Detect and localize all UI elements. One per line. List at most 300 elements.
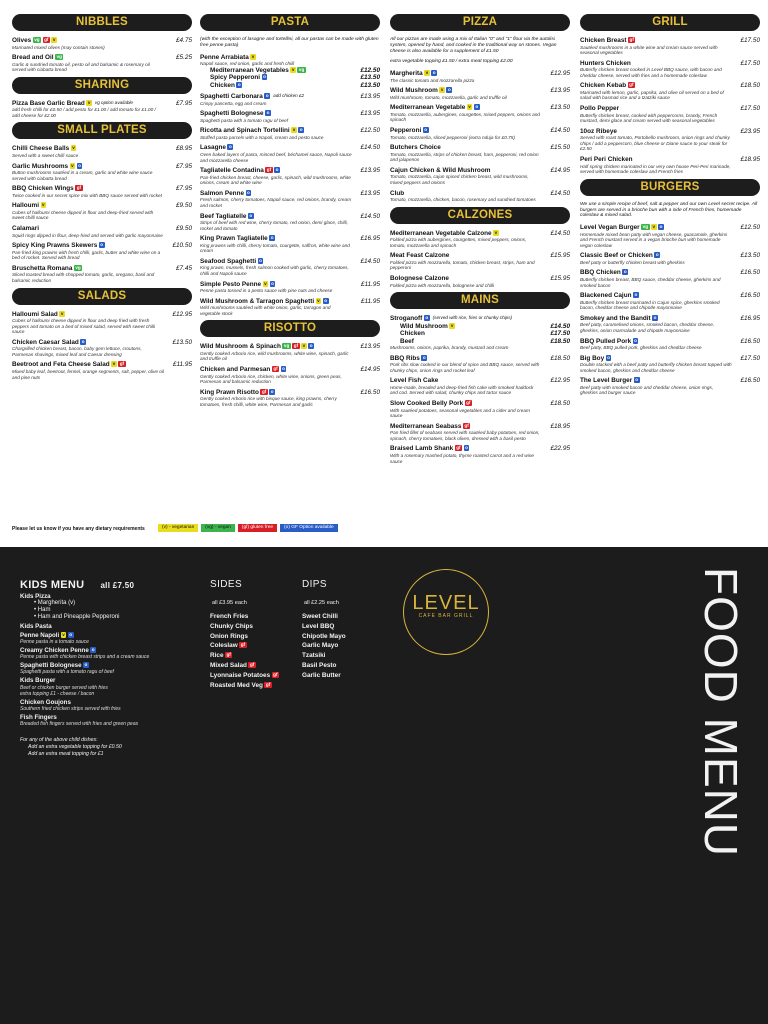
burgers-section <box>580 179 760 396</box>
kids-note <box>20 737 200 758</box>
item-name <box>12 242 164 250</box>
side-name: Onion Rings <box>210 632 248 640</box>
item-name-text: Seafood Spaghetti <box>200 257 257 265</box>
side-item <box>210 671 296 681</box>
item-name <box>390 377 542 385</box>
item-name <box>200 343 352 351</box>
legend-item: (o) GF Option available <box>280 524 338 532</box>
dietary-tag: o <box>81 338 85 344</box>
menu-item <box>200 93 380 106</box>
dietary-tag: o <box>259 257 262 263</box>
item-description: Penne pasta tossed in a pesto sauce with pine nuts and cheese <box>200 288 333 294</box>
kids-item-name <box>20 647 200 654</box>
item-description: Mixed baby leaf, beetroot, fennel, orange segments, salt, pepper, olive oil and pine nuts <box>12 368 164 380</box>
item-description: Wild mushroom, tomato, mozzarella, garlic and truffle oil <box>390 94 507 100</box>
sides-menu <box>210 579 296 690</box>
menu-item <box>200 213 380 232</box>
item-variant <box>200 66 380 75</box>
item-description: Beef patty with smoked bacon and cheddar cheese, onion rings, gherkins and burger sauce <box>580 384 714 396</box>
food-menu-title: FOOD MENU <box>695 567 747 858</box>
item-price: £16.95 <box>740 314 760 322</box>
risotto-header: RISOTTO <box>200 320 380 337</box>
item-name <box>12 265 164 273</box>
item-name-text: Blackened Cajun <box>580 292 632 300</box>
menu-item <box>12 311 192 335</box>
menu-item <box>390 355 570 374</box>
item-name-text: Spaghetti Carbonara <box>200 93 263 101</box>
kids-menu-title <box>20 579 200 591</box>
dip-item: Tzatsiki <box>302 652 326 660</box>
item-name-text: Ricotta and Spinach Tortellini <box>200 127 290 135</box>
variant-name: Chicken <box>210 81 235 89</box>
dietary-tag: o <box>425 315 429 321</box>
item-name-text: Garlic Mushrooms <box>12 162 69 170</box>
menu-item <box>12 339 192 358</box>
item-description: Twice cooked in our secret spice mix with BBQ sauce served with rocket <box>12 192 162 198</box>
item-price: £16.50 <box>740 337 760 345</box>
menu-item <box>200 298 380 317</box>
item-description: add fresh chilli for £0.50 / add pesto for £1.00 / add tomato for £1.00 / add cheese for £2.00 <box>12 107 156 118</box>
dietary-tag: gf <box>293 343 299 349</box>
item-description: Stuffed pasta parcels with a Napoli, cream and pesto sauce <box>200 134 324 140</box>
logo-subtitle: CAFE BAR GRILL <box>418 613 474 619</box>
dietary-tag: o <box>69 631 73 637</box>
dietary-tag: gf <box>456 445 461 451</box>
item-name <box>390 104 542 112</box>
menu-item <box>390 230 570 249</box>
dietary-tag: gf <box>119 361 125 367</box>
item-name <box>390 190 542 198</box>
item-name-text: 10oz Ribeye <box>580 127 617 135</box>
item-name <box>390 167 542 175</box>
item-name-text: Level Vegan Burger <box>580 224 640 232</box>
item-description: Sautéed mushrooms in a white wine and cream sauce served with seasonal vegetables <box>580 44 718 56</box>
dietary-tag: o <box>655 252 659 258</box>
item-price: £12.95 <box>550 70 570 78</box>
kids-item-description: Penne pasta with chicken breast strips and a cream sauce <box>20 654 150 661</box>
item-name-text: Spicy King Prawns Skewers <box>12 242 98 250</box>
dips-list <box>302 612 388 681</box>
item-price: £9.50 <box>176 202 192 210</box>
item-name <box>200 213 352 221</box>
column-3 <box>390 12 570 468</box>
sharing-section <box>12 77 192 119</box>
kids-note-veg: Add an extra vegetable topping for £0.50 <box>28 744 122 751</box>
dietary-tag: gf <box>629 37 634 42</box>
item-description: Sliced toasted bread with chopped tomato, garlic, oregano, basil and balsamic reduction <box>12 272 155 283</box>
item-price: £8.95 <box>176 145 192 153</box>
variant-name: Mediterranean Vegetables <box>210 66 289 74</box>
menu-item <box>200 167 380 186</box>
dietary-tag: o <box>634 337 637 343</box>
dietary-tag: o <box>247 189 250 195</box>
menu-item <box>390 144 570 163</box>
dietary-tag: gf <box>240 642 246 648</box>
item-name-text: Cajun Chicken & Wild Mushroom <box>390 166 491 174</box>
item-price: £13.95 <box>360 167 380 175</box>
item-price: £15.95 <box>550 275 570 282</box>
item-name-text: Olives <box>12 37 32 44</box>
item-name-text: Classic Beef or Chicken <box>580 252 653 260</box>
sides-list <box>210 612 296 690</box>
legend-item: (vg) - vegan <box>201 524 235 532</box>
item-name <box>580 60 732 68</box>
item-name-text: Slow Cooked Belly Pork <box>390 400 464 408</box>
item-price: £14.95 <box>360 366 380 374</box>
item-name <box>200 235 352 243</box>
item-description: Folded pizza with mozzarella, bolognese and chilli <box>390 282 494 288</box>
pizza-intro-extra: extra vegetable topping £1.50 / extra meat topping £2.00 <box>390 59 513 65</box>
kids-note-intro: For any of the above child dishes: <box>20 737 98 744</box>
item-name <box>580 315 732 323</box>
dietary-tag: o <box>270 235 274 241</box>
item-price: £7.95 <box>176 162 192 170</box>
sides-title: SIDES <box>210 579 243 590</box>
item-name <box>580 128 732 136</box>
dietary-tag: gf <box>249 661 255 667</box>
dietary-tag: (served with rice, fries or chunky chips) <box>432 315 513 321</box>
kids-item-description: Beef or chicken burger served with fries <box>20 684 108 691</box>
menu-item <box>390 252 570 271</box>
item-name-text: King Prawn Risotto <box>200 388 259 396</box>
item-name-text: Chicken Kebab <box>580 82 627 90</box>
menu-item <box>12 202 192 221</box>
item-description: Gently cooked Arborio rice with bisque sauce, king prawns, cherry tomatoes, fresh chilli, white wine, Parmesan and garlic <box>200 396 337 407</box>
dietary-tag: gf <box>273 671 278 677</box>
item-name-text: Salmon Penne <box>200 189 245 197</box>
dietary-tag: o <box>84 662 88 668</box>
variant-price: £12.50 <box>360 66 380 74</box>
dip-item: Garlic Butter <box>302 671 341 679</box>
dietary-tag: o <box>447 87 451 93</box>
item-name-text: King Prawn Tagliatelle <box>200 235 268 243</box>
menu-item <box>12 163 192 182</box>
dietary-tag: o <box>607 354 610 360</box>
item-description: Folded pizza with mozzarella, tomato, chicken breast, strips, ham and pepperoni <box>390 259 535 271</box>
menu-item <box>390 127 570 140</box>
burgers-header: BURGERS <box>580 179 760 196</box>
menu-item <box>12 242 192 261</box>
dietary-tag: o <box>237 81 241 87</box>
small_plates-section <box>12 122 192 283</box>
item-description: Served with a sweet chilli sauce <box>12 152 79 158</box>
item-description: Butterfly chicken breast marinated in Cajun spice, gherkins smoked bacon, cheddar cheese and chipotle mayonnaise <box>580 299 720 311</box>
item-name <box>200 167 352 175</box>
side-item <box>210 622 296 632</box>
side-item <box>210 612 296 622</box>
item-name <box>580 105 732 113</box>
item-name-text: Mediterranean Vegetable <box>390 104 466 112</box>
item-name-text: Chicken Breast <box>580 37 627 44</box>
item-name-text: Braised Lamb Shank <box>390 445 454 453</box>
menu-item <box>580 355 760 374</box>
menu-item <box>200 389 380 408</box>
side-name: Chunky Chips <box>210 622 253 630</box>
item-price: £17.50 <box>740 59 760 67</box>
item-variant <box>200 74 380 82</box>
dietary-tag: gf <box>266 167 272 173</box>
item-price: £5.25 <box>176 54 192 62</box>
item-name-text: Big Boy <box>580 354 605 362</box>
menu-item <box>580 269 760 288</box>
kids-pizza-option: • Margherita (v) <box>34 600 76 607</box>
kids-item-text: Creamy Chicken Penne <box>20 647 89 654</box>
item-description: Crispy pancetta, egg and cream <box>200 100 267 106</box>
dietary-tag: o <box>465 445 468 451</box>
dietary-tag: v <box>112 361 116 367</box>
menu-item <box>580 315 760 334</box>
item-price: £16.50 <box>740 269 760 277</box>
dietary-tag: o <box>432 70 436 76</box>
grill-header: GRILL <box>580 14 760 31</box>
item-price: £14.95 <box>550 166 570 174</box>
item-name-text: BBQ Pulled Pork <box>580 337 632 345</box>
calzones-header: CALZONES <box>390 207 570 224</box>
item-name <box>580 156 732 164</box>
item-name <box>12 145 164 153</box>
dietary-tag: vg <box>34 37 40 42</box>
dietary-tag: o <box>623 269 627 275</box>
level-logo <box>403 569 489 655</box>
item-description: Beef patty, BBQ pulled pork, gherkins and cheddar cheese <box>580 345 702 351</box>
dip-item: Level BBQ <box>302 622 335 630</box>
item-name-text: Pizza Base Garlic Bread <box>12 99 85 107</box>
item-name <box>12 54 164 62</box>
side-name: Roasted Med Veg <box>210 681 263 689</box>
item-description: Pan-fried king prawns with fresh chilli, garlic, butter and white wine on a bed of rocket. Served with bread <box>12 249 161 261</box>
dietary-tag: v <box>425 70 429 76</box>
item-name <box>200 258 352 266</box>
kids-pizza-option: • Ham <box>34 607 51 613</box>
item-name-text: Beef Tagliatelle <box>200 212 247 220</box>
item-price: £12.50 <box>740 224 760 232</box>
dietary-tag: o <box>91 647 95 652</box>
item-name <box>580 82 732 90</box>
logo-word: LEVEL <box>412 592 480 614</box>
item-description: Fresh salmon, cherry tomatoes, Napoli sauce, red onions, brandy, cream and rocket <box>200 197 352 208</box>
dietary-tag: v <box>62 631 65 637</box>
item-price: £16.50 <box>740 377 760 385</box>
dietary-tag: o <box>324 297 328 303</box>
item-name <box>12 37 164 45</box>
kids-item-name <box>20 677 200 684</box>
item-description: Served with roast tomato, Portobello mushroom, onion rings and chunky chips / add a peppercorn, blue cheese or Diane sauce to your steak for £2.50 <box>580 135 730 152</box>
menu-item <box>580 105 760 124</box>
kids-item-text: Kids Burger <box>20 677 56 685</box>
side-name: French Fries <box>210 613 249 620</box>
item-name <box>390 275 542 283</box>
item-description: Beef patty or butterfly chicken breast with gherkins <box>580 259 685 265</box>
menu-item <box>580 82 760 101</box>
dietary-tag: v <box>292 127 296 133</box>
variant-price: £13.50 <box>360 81 380 89</box>
dietary-tag: v <box>60 310 64 316</box>
dietary-tag: v <box>494 229 498 235</box>
item-name <box>390 400 542 408</box>
item-description: Tomato, mozzarella, chicken, bacon, rosemary and sundried tomatoes <box>390 197 536 203</box>
menu-item <box>390 315 570 351</box>
menu-item <box>12 100 192 119</box>
item-price: £18.95 <box>740 156 760 164</box>
grill-section <box>580 14 760 175</box>
variant-name: Beef <box>400 337 414 345</box>
menu-item <box>390 275 570 288</box>
dietary-tag: o <box>653 314 657 320</box>
item-name <box>390 423 542 431</box>
item-name-text: Smokey and the Bandit <box>580 314 651 322</box>
item-name <box>390 315 542 323</box>
kids-item-name <box>20 623 200 630</box>
dietary-tag: v <box>72 145 75 151</box>
menu-item <box>200 366 380 385</box>
menu-item <box>580 252 760 265</box>
item-price: £14.50 <box>360 144 380 152</box>
kids-item-description: Breaded fish fingers served with fries and green peas <box>20 721 139 728</box>
item-price: £18.95 <box>550 422 570 430</box>
dietary-tag: vg option available <box>94 99 133 105</box>
item-description: Cubes of halloumi cheese dipped in flour and deep fried with fresh peppers and tomato on a bed of mixed salad, served with sweet chilli sauce <box>12 318 156 335</box>
item-name-text: Penne Arrabiata <box>200 53 249 61</box>
item-price: £12.95 <box>172 310 192 318</box>
dietary-note: Please let us know if you have any dietary requirements <box>12 526 145 532</box>
item-price: £16.50 <box>740 292 760 300</box>
dips-price: all £2.25 each <box>304 600 339 606</box>
dietary-tag: gf <box>44 37 49 42</box>
dip-item: Garlic Mayo <box>302 642 339 650</box>
dietary-tag: o <box>634 292 638 298</box>
dietary-tag: o <box>475 104 479 110</box>
item-name <box>580 355 732 363</box>
dietary-tag: o <box>249 212 253 218</box>
column-1 <box>12 12 192 384</box>
nibbles-header: NIBBLES <box>12 14 192 31</box>
item-name <box>12 225 164 233</box>
item-price: £9.50 <box>176 225 192 233</box>
item-name <box>200 54 352 62</box>
dietary-tag: o <box>271 280 274 286</box>
dietary-tag: gf <box>629 82 634 88</box>
item-description: The classic tomato and mozzarella pizza <box>390 77 475 83</box>
menu-item <box>12 145 192 158</box>
item-description: Tomato, mozzarella, aubergines, courgettes, mixed peppers, onions and spinach <box>390 111 540 123</box>
menu-item <box>580 128 760 152</box>
item-description: Beef patty, caramelised onions, smoked bacon, cheddar cheese, gherkins, onion marmalade and chipotle mayonnaise <box>580 322 715 333</box>
item-description: Garlic & sundried tomato oil, pesto oil and balsamic & rosemary oil served with ciabatta bread <box>12 61 150 73</box>
item-name-text: Hunters Chicken <box>580 59 631 67</box>
pizza-section <box>390 14 570 203</box>
kids-item-extra: extra topping £1 - cheese / bacon <box>20 690 95 697</box>
menu-item <box>390 167 570 186</box>
item-price: £11.95 <box>172 361 192 369</box>
item-description: Folded pizza with aubergines, courgettes, mixed peppers, onions, tomato, mozzarella and spinach <box>390 237 527 248</box>
item-description: Button mushrooms sautéed in a cream, garlic and white wine sauce served with ciabatta bread <box>12 170 153 181</box>
menu-item <box>12 37 192 50</box>
dietary-tag: o <box>635 377 639 383</box>
item-description: Cubes of halloumi cheese dipped in flour and deep-fried served with sweet chilli sauce <box>12 209 154 221</box>
item-price: £7.95 <box>176 99 192 107</box>
dietary-tag: gf <box>466 400 471 406</box>
dietary-tag: add chicken £2 <box>273 93 305 99</box>
item-price: £15.95 <box>550 252 570 260</box>
item-name <box>200 389 352 397</box>
salads-header: SALADS <box>12 288 192 305</box>
dietary-tag: v <box>264 280 267 286</box>
dietary-tag: o <box>270 388 274 394</box>
kids-item-text: Chicken Goujons <box>20 698 71 706</box>
dietary-tag: o <box>263 74 266 80</box>
dietary-tag: o <box>282 366 285 372</box>
dietary-tag: v <box>302 343 306 349</box>
item-price: £11.95 <box>360 280 380 288</box>
dietary-tag: v <box>251 53 255 59</box>
menu-item <box>12 185 192 198</box>
dietary-tag: vg <box>56 54 62 60</box>
item-price: £18.50 <box>740 82 760 90</box>
item-price: £14.50 <box>550 229 570 237</box>
burgers-intro: We use a simple recipe of beef, salt & pepper and our own Level secret recipe. All burgers are served in a brioche bun with a side of French fries, homemade coleslaw & mixed salad. <box>580 201 758 219</box>
dips-title: DIPS <box>302 579 327 590</box>
side-name: Coleslaw <box>210 642 238 650</box>
menu-item <box>200 54 380 90</box>
dietary-tag: vg <box>283 343 290 349</box>
item-description: Tomato, mozzarella, sliced pepperoni (extra nduja for £0.75) <box>390 134 515 140</box>
item-name <box>580 252 732 260</box>
item-description: Marinated with lemon, garlic, paprika, and olive oil served on a bed of salad with basmati rice and a tzatziki sauce <box>580 89 724 101</box>
item-name <box>390 87 542 95</box>
dietary-tag: gf <box>265 681 271 687</box>
item-description: Wild mushrooms sautéed with white onion, garlic, tarragon and vegetable stock <box>200 305 331 316</box>
item-price: £14.50 <box>360 257 380 265</box>
item-description: Homemade mixed bean patty with vegan cheese, guacamole, gherkins and French mustard served in a vegan brioche bun with homemade vegan coleslaw <box>580 231 728 248</box>
kids-list <box>20 593 200 727</box>
item-name <box>390 70 542 78</box>
dietary-tag: o <box>266 110 270 116</box>
kids-item-name <box>20 593 200 600</box>
item-name <box>390 230 542 238</box>
menu-item <box>390 104 570 123</box>
item-name-text: Wild Mushroom & Tarragon Spaghetti <box>200 297 315 305</box>
item-name <box>200 93 352 101</box>
kids-item-text: Fish Fingers <box>20 713 57 721</box>
dietary-tag: vg <box>642 224 649 230</box>
item-description: Spaghetti pasta with a tomato ragu of beef <box>200 117 289 123</box>
calzones-section <box>390 207 570 288</box>
item-description: With a rosemary mashed potato, thyme roasted carrot and a red wine sauce <box>390 452 535 464</box>
dietary-tag: o <box>659 224 663 230</box>
item-name-text: Simple Pesto Penne <box>200 280 262 288</box>
item-price: £10.50 <box>172 242 192 250</box>
kids-item-name <box>20 662 200 669</box>
dietary-tag: gf <box>464 422 469 428</box>
item-description: Chargrilled chicken breast, bacon, baby gem lettuce, croutons, Parmesan shavings, mixed leaf and Caesar dressing <box>12 346 142 357</box>
menu-item <box>390 423 570 442</box>
item-name-text: Pepperoni <box>390 127 422 135</box>
pasta-header: PASTA <box>200 14 380 31</box>
risotto-section <box>200 320 380 407</box>
item-name-text: Chicken Caesar Salad <box>12 338 79 346</box>
kids-item-text: Kids Pizza <box>20 593 51 600</box>
item-name-text: BBQ Ribs <box>390 354 420 362</box>
item-name <box>200 110 352 118</box>
item-price: £7.45 <box>176 264 192 272</box>
item-price: £14.50 <box>360 212 380 220</box>
item-price: £18.50 <box>550 400 570 408</box>
item-name <box>12 311 164 319</box>
item-price: £12.95 <box>550 377 570 385</box>
kids-menu <box>20 579 200 758</box>
side-item <box>210 641 296 651</box>
item-name-text: The Level Burger <box>580 377 633 385</box>
